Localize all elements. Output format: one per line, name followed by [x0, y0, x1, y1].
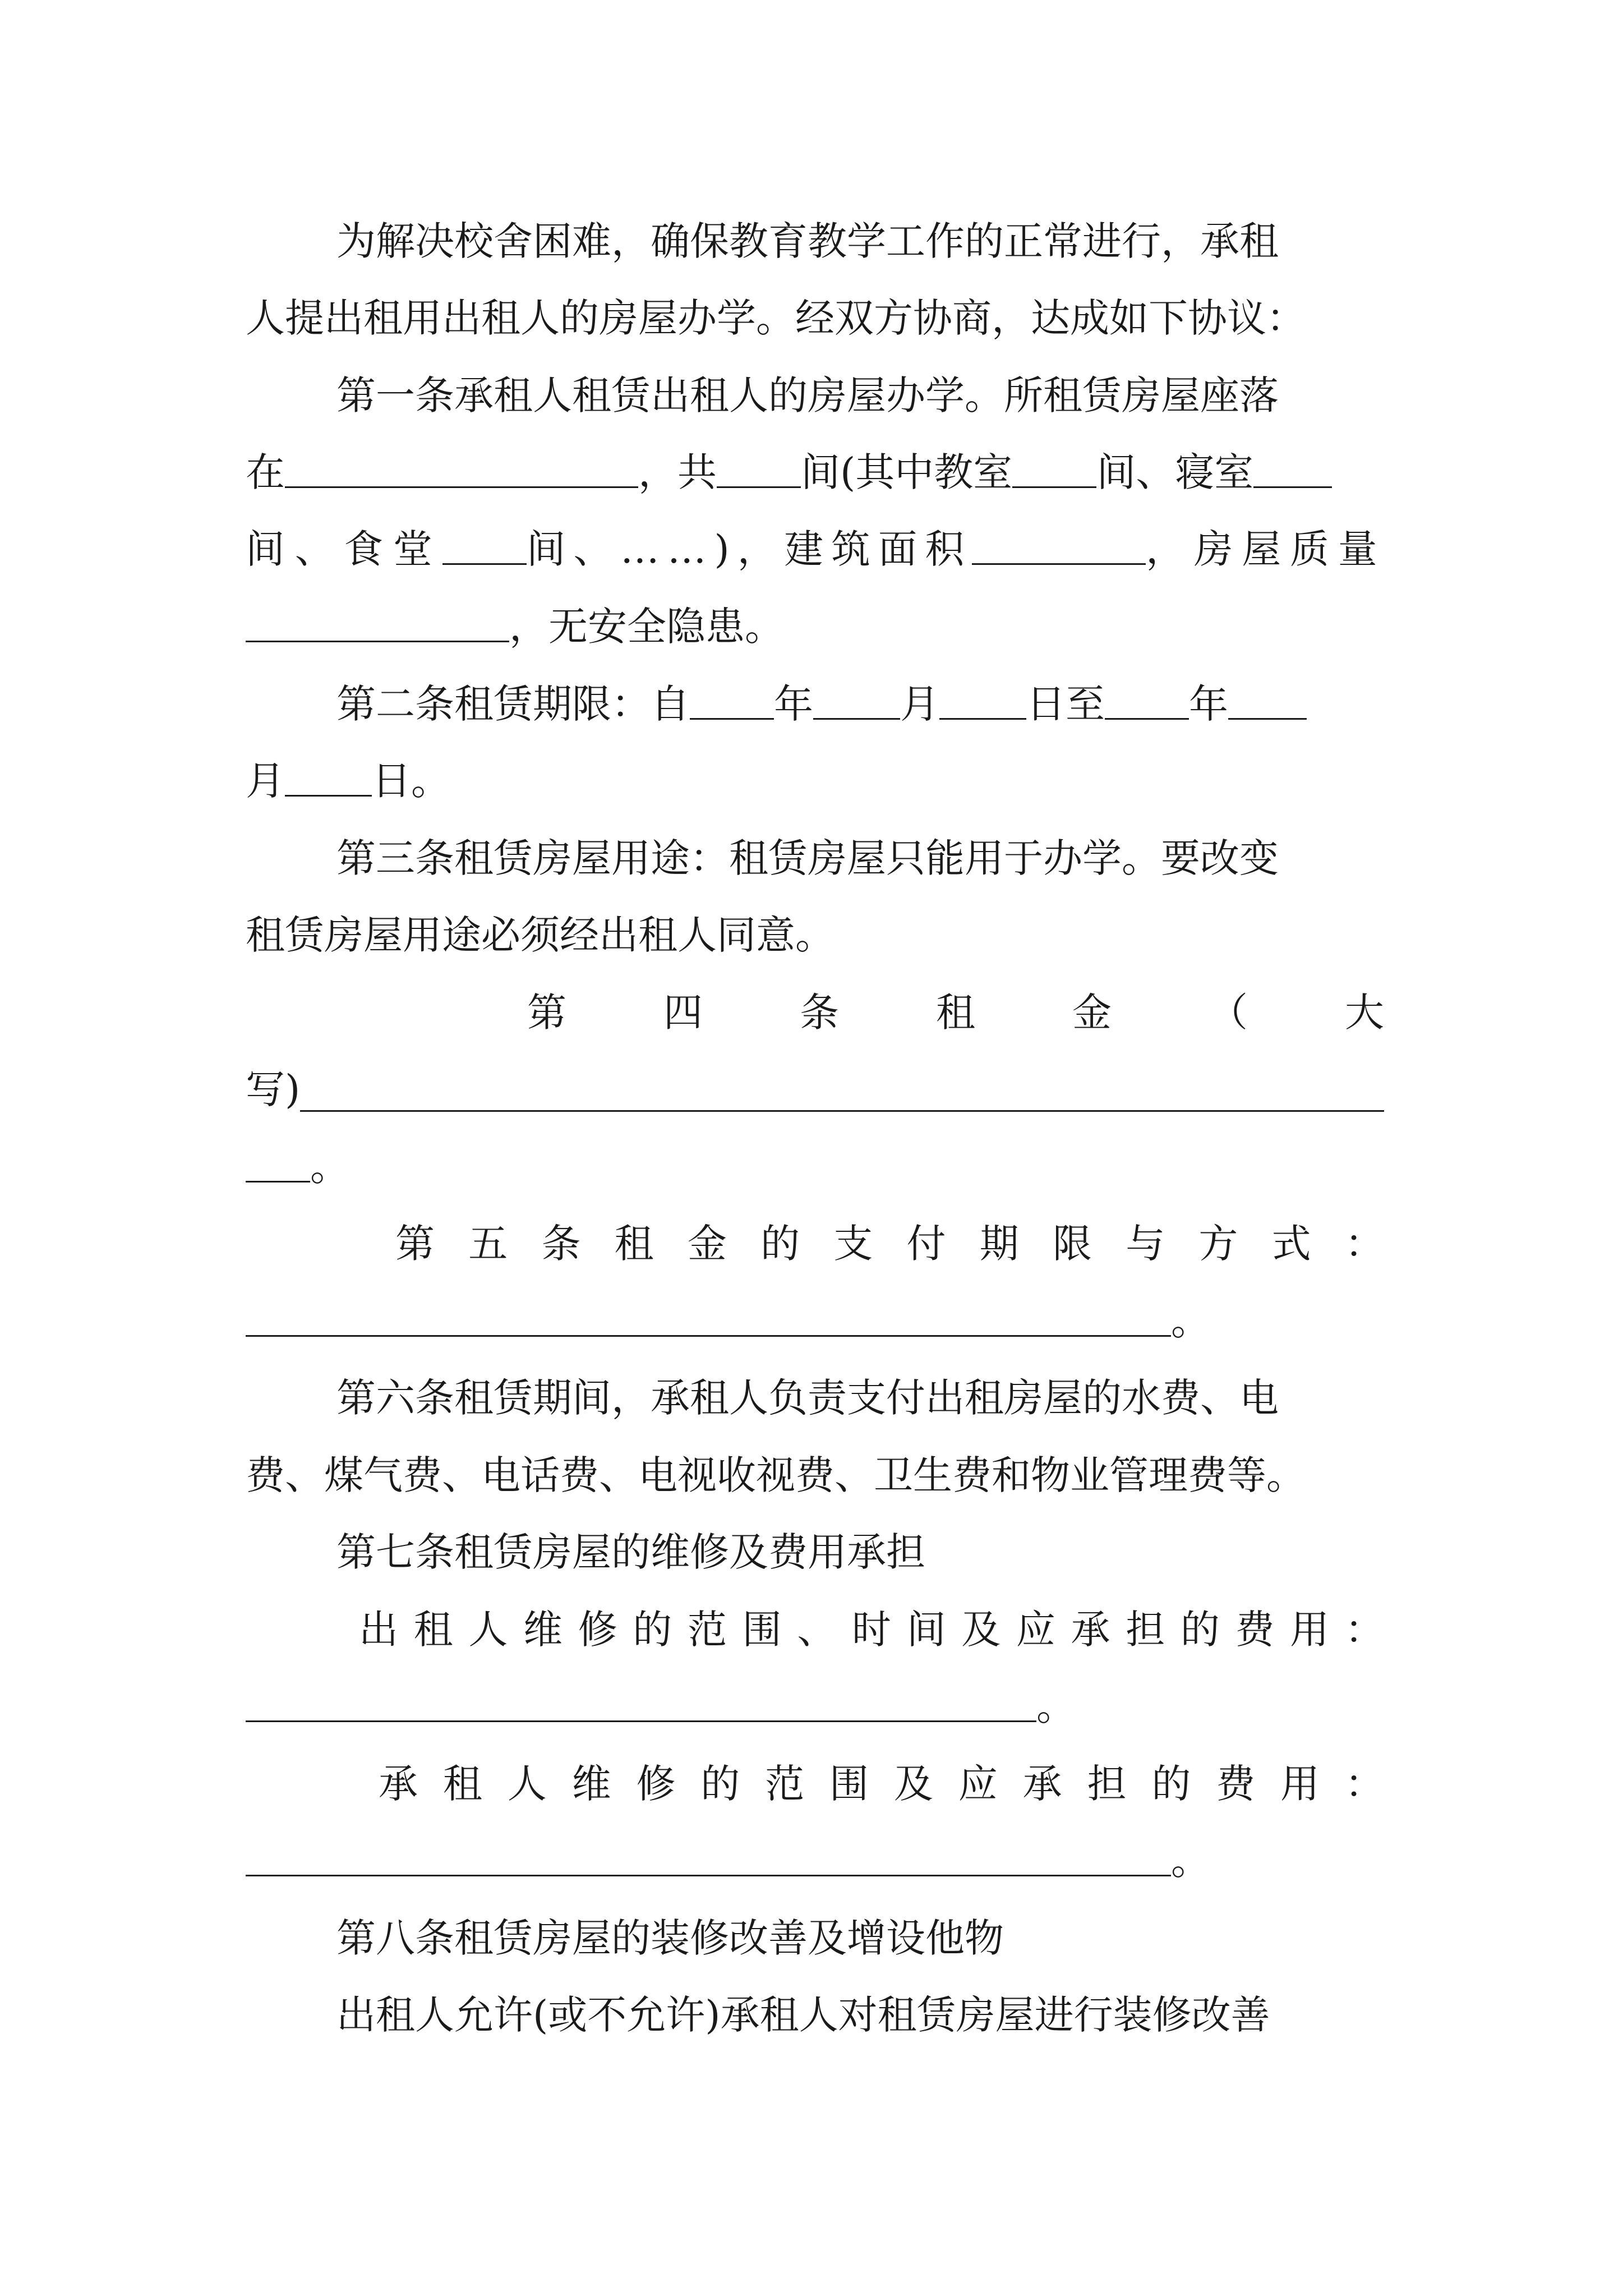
intro-line-2: 人提出租用出租人的房屋办学。经双方协商，达成如下协议： [246, 295, 1306, 341]
article3-line-1: 第三条租赁房屋用途：租赁房屋只能用于办学。要改变 [336, 835, 1279, 881]
start-year-blank[interactable] [690, 679, 774, 720]
article1-text-classroom: 间(其中教室 [801, 449, 1013, 495]
article7-lessee-end: 。 [1171, 1838, 1210, 1884]
article7-lessor-char: 间 [906, 1607, 946, 1653]
article7-lessee-char: 承 [379, 1761, 418, 1807]
article2-line-2 [246, 750, 1384, 812]
article7-lessee-char: 及 [893, 1761, 933, 1807]
article4-char: 第 [527, 990, 566, 1036]
article6-line-1: 第六条租赁期间，承租人负责支付出租房屋的水费、电 [336, 1375, 1279, 1421]
location-blank[interactable] [285, 447, 638, 488]
article2-text-month2: 月 [246, 758, 285, 804]
article7-lessee-char: 修 [636, 1761, 676, 1807]
article2-text-day-end: 日。 [372, 758, 450, 804]
start-day-blank[interactable] [939, 679, 1026, 720]
article4-char: （ [1209, 990, 1248, 1036]
rent-amount-blank[interactable] [300, 1071, 1384, 1112]
lessee-repair-blank[interactable] [246, 1835, 1171, 1876]
building-area-blank[interactable] [972, 524, 1146, 565]
article7-lessor-char: 人 [468, 1607, 508, 1653]
canteen-count-blank[interactable] [442, 524, 527, 565]
article1-line-3 [246, 519, 1384, 581]
classroom-count-blank[interactable] [1012, 447, 1096, 488]
article7-lessee-line-2 [246, 1830, 1384, 1892]
article5-char: 五 [468, 1221, 508, 1267]
article7-lessor-char: ： [1344, 1607, 1384, 1653]
article7-lessor-char: 出 [359, 1607, 398, 1653]
article7-lessee-char: 范 [765, 1761, 805, 1807]
article7-lessor-char: 修 [578, 1607, 617, 1653]
article1-text-end: ，无安全隐患。 [509, 604, 784, 650]
article5-char: 方 [1198, 1221, 1238, 1267]
rent-amount-blank-cont[interactable] [246, 1142, 310, 1182]
article2-label: 第二条租赁期限：自 [336, 681, 690, 727]
article1-text-zai: 在 [246, 449, 285, 495]
article7-lessor-char: 的 [633, 1607, 672, 1653]
dorm-count-blank[interactable] [1253, 447, 1332, 488]
payment-method-blank[interactable] [246, 1296, 1171, 1337]
article4-char: 金 [1072, 990, 1112, 1036]
article7-lessee-char: 担 [1087, 1761, 1127, 1807]
end-month-blank-part[interactable] [1228, 679, 1307, 720]
article5-char: 限 [1052, 1221, 1092, 1267]
article5-char: 租 [614, 1221, 654, 1267]
article7-lessor-char: 及 [961, 1607, 1001, 1653]
article7-lessor-char: 担 [1126, 1607, 1165, 1653]
article1-line-1: 第一条承租人租赁出租人的房屋办学。所租赁房屋座落 [336, 372, 1279, 418]
article5-line-2 [246, 1290, 1384, 1352]
article7-lessee-char: 维 [571, 1761, 611, 1807]
article2-text-day-to: 日至 [1026, 681, 1105, 727]
article7-lessor-char: 围 [742, 1607, 782, 1653]
article7-lessee-char: ： [1344, 1761, 1384, 1807]
article5-char: 的 [760, 1221, 800, 1267]
article7-lessor-char: 费 [1235, 1607, 1275, 1653]
article1-text-gong: ，共 [638, 449, 717, 495]
article3-line-2: 租赁房屋用途必须经出租人同意。 [246, 912, 834, 958]
article7-lessee-char: 的 [700, 1761, 740, 1807]
article7-lessee-char: 用 [1280, 1761, 1320, 1807]
article2-text-year: 年 [774, 681, 813, 727]
total-rooms-blank[interactable] [717, 447, 801, 488]
article4-char: 四 [663, 990, 703, 1036]
article7-lessor-char: 维 [523, 1607, 562, 1653]
house-quality-blank[interactable] [246, 601, 509, 642]
intro-line-1: 为解决校舍困难，确保教育教学工作的正常进行，承租 [336, 218, 1279, 264]
article4-char: 大 [1345, 990, 1384, 1036]
article5-line-1 [395, 1213, 1384, 1274]
article7-lessor-line-2 [246, 1676, 1384, 1737]
article1-text-area: 间、……)，建筑面积 [526, 527, 972, 572]
article6-line-2: 费、煤气费、电话费、电视收视费、卫生费和物业管理费等。 [246, 1452, 1306, 1498]
article7-lessee-char: 围 [829, 1761, 869, 1807]
article5-char: 条 [541, 1221, 581, 1267]
article5-char: 支 [833, 1221, 873, 1267]
article4-char: 条 [800, 990, 839, 1036]
article8-line-1: 出租人允许(或不允许)承租人对租赁房屋进行装修改善 [336, 1992, 1270, 2038]
article4-line-2 [246, 1059, 1384, 1120]
article5-char: 与 [1126, 1221, 1165, 1267]
article7-lessee-char: 应 [958, 1761, 998, 1807]
article4-char: 租 [936, 990, 975, 1036]
article4-text-end: 。 [310, 1144, 349, 1190]
article5-text-end: 。 [1171, 1298, 1210, 1344]
article7-lessor-char: 应 [1016, 1607, 1055, 1653]
article1-text-dorm: 间、寝室 [1096, 449, 1254, 495]
article5-char: 金 [687, 1221, 727, 1267]
article7-lessor-char: 用 [1290, 1607, 1330, 1653]
article8-title: 第八条租赁房屋的装修改善及增设他物 [336, 1915, 1004, 1961]
article7-lessor-char: 租 [413, 1607, 453, 1653]
article5-char: 式 [1271, 1221, 1311, 1267]
end-year-blank[interactable] [1105, 679, 1189, 720]
article1-text-quality: ，房屋质量 [1146, 527, 1386, 572]
article5-char: 期 [979, 1221, 1019, 1267]
article2-line-1 [336, 673, 1384, 735]
end-day-blank[interactable] [285, 756, 372, 797]
article7-title: 第七条租赁房屋的维修及费用承担 [336, 1529, 925, 1575]
article7-lessor-line-1 [359, 1599, 1384, 1660]
article7-lessee-char: 租 [442, 1761, 482, 1807]
article5-char: ： [1344, 1221, 1384, 1267]
article7-lessee-char: 承 [1022, 1761, 1062, 1807]
article7-lessor-end: 。 [1036, 1683, 1076, 1729]
article4-line-3 [246, 1136, 1384, 1198]
start-month-blank[interactable] [813, 679, 900, 720]
article7-lessee-char: 费 [1216, 1761, 1256, 1807]
article7-lessor-char: 范 [687, 1607, 727, 1653]
article7-lessee-char: 人 [507, 1761, 547, 1807]
article2-text-month: 月 [900, 681, 939, 727]
article7-lessor-char: 时 [851, 1607, 891, 1653]
article7-lessee-line-1 [379, 1753, 1384, 1815]
lessor-repair-blank[interactable] [246, 1681, 1036, 1722]
article7-lessor-char: 的 [1180, 1607, 1220, 1653]
article5-char: 第 [395, 1221, 435, 1267]
article4-text-xie: 写) [246, 1066, 301, 1112]
article2-text-year2: 年 [1189, 681, 1228, 727]
article1-line-4 [246, 596, 1384, 657]
article1-text-canteen: 间、食堂 [246, 527, 442, 572]
article1-line-2 [246, 441, 1384, 503]
article7-lessor-char: 承 [1071, 1607, 1110, 1653]
article7-lessor-char: 、 [797, 1607, 837, 1653]
article4-line-1 [527, 982, 1384, 1043]
article5-char: 付 [906, 1221, 946, 1267]
article7-lessee-char: 的 [1151, 1761, 1191, 1807]
